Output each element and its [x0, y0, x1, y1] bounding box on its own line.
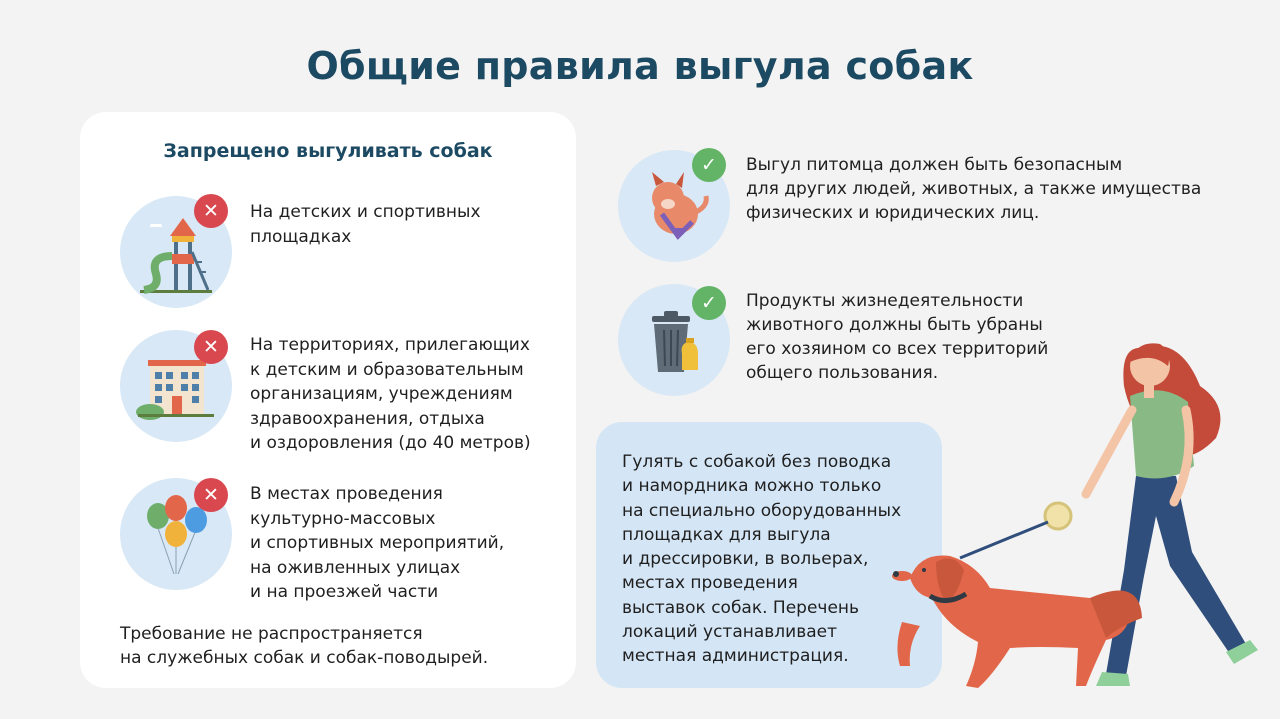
forbidden-badge-icon: ✕ [194, 478, 228, 512]
safety-rule-text: Выгул питомца должен быть безопасным для других людей, животных, а также имущества физических и юридических лиц. [746, 155, 1202, 223]
allowed-badge-icon: ✓ [692, 286, 726, 320]
forbidden-item-text: На детских и спортивных площадках [250, 202, 481, 247]
cleanup-rule-text: Продукты жизнедеятельности животного должны быть убраны его хозяином со всех территорий общего пользования. [746, 291, 1049, 383]
forbidden-badge-icon: ✕ [194, 194, 228, 228]
forbidden-heading: Запрещено выгуливать собак [163, 140, 493, 162]
allowed-badge-icon: ✓ [692, 148, 726, 182]
woman-walking-dog-illustration [880, 326, 1280, 719]
forbidden-item-text: В местах проведения культурно-массовых и спортивных мероприятий, на оживленных улицах и на проезжей части [250, 484, 505, 602]
leash-info-text: Гулять с собакой без поводка и намордника можно только на специально оборудованных площадках для выгула и дрессировки, в вольерах, местах проведения выставок собак. Перечень локаций устанавливает местная администрация. [622, 452, 902, 667]
forbidden-badge-icon: ✕ [194, 330, 228, 364]
forbidden-card [80, 112, 576, 688]
page-title: Общие правила выгула собак [306, 44, 974, 88]
exception-note: Требование не распространяется на служебных собак и собак-поводырей. [120, 624, 489, 668]
forbidden-item-text: На территориях, прилегающих к детским и образовательным организациям, учреждениям здравоохранения, отдыха и оздоровления (до 40 метров) [250, 335, 531, 453]
